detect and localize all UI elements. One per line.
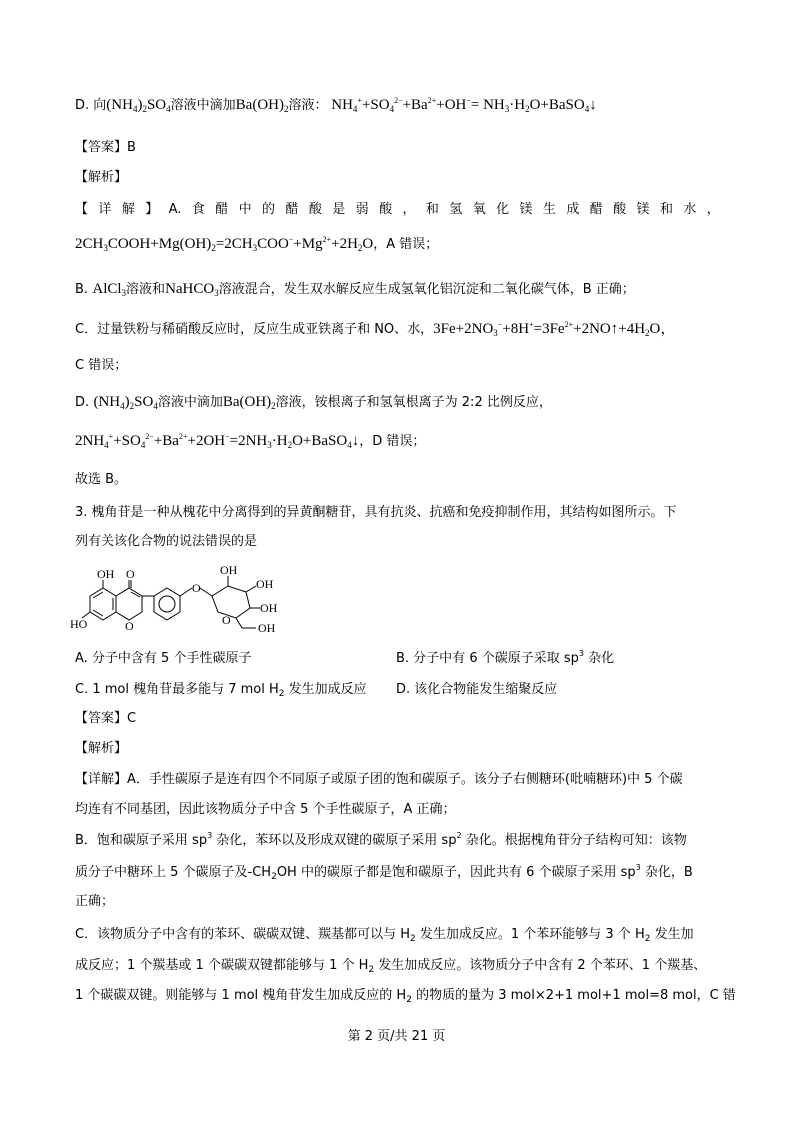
q2-detail-d: D. $(NH_4)_2SO_4$溶液中滴加$Ba(OH)_2$溶液，铵根离子和氢氧根离子为 2:2 比例反应， [75, 394, 552, 411]
q2-detail-b: B. AlCl$_3$溶液和NaHCO$_3$溶液混合，发生双水解反应生成氢氧化铝沉淀和二氧化碳气体，B 正确； [75, 281, 635, 298]
q3-structure-diagram [70, 566, 320, 644]
ho-label: HO [70, 617, 88, 631]
q3-detail-c-line2: 成反应；1 个羰基或 1 个碳碳双键都能够与 1 个 $H_2$ 发生加成反应。该物质分子中含有 2 个苯环、1 个羰基、 [75, 958, 707, 975]
q3-detail-b-line3: 正确； [75, 894, 115, 909]
q2-detail-a-line1: 【 详 解 】 A. 食 醋 中 的 醋 酸 是 弱 酸 ， 和 氢 氧 化 镁 生 成 醋 酸 镁 和 水 ， [75, 202, 720, 217]
q3-option-b: B. 分子中有 6 个碳原子采取 $sp^3$ 杂化 [396, 649, 615, 666]
carbonyl-o-label: O [126, 567, 135, 581]
q2-detail-c-wrap: C 错误； [75, 358, 128, 373]
q3-option-a: A. 分子中含有 5 个手性碳原子 [75, 651, 252, 666]
q2-detail-a-equation: $2CH_3COOH+Mg(OH)_2=2CH_3COO^-+Mg^{2+}+2H_2O$，A 错误； [75, 235, 439, 253]
q3-stem-line1: 3. 槐角苷是一种从槐花中分离得到的异黄酮糖苷，具有抗炎、抗癌和免疫抑制作用，其结构如图所示。下 [75, 505, 677, 520]
q3-stem-line2: 列有关该化合物的说法错误的是 [75, 534, 258, 549]
ether-o-label: O [192, 581, 201, 595]
q3-analysis-label: 【解析】 [75, 741, 128, 756]
q2-detail-c: C．过量铁粉与稀硝酸反应时，反应生成亚铁离子和 NO、水，$3Fe+2NO_3^-+8H^+=3Fe^{2+}+2NO↑+4H_2O$， [75, 320, 676, 338]
q3-detail-c-line1: C．该物质分子中含有的苯环、碳碳双键、羰基都可以与 $H_2$ 发生加成反应。1 个苯环能够与 3 个 $H_2$ 发生加 [75, 927, 694, 944]
q3-detail-a-line2: 均连有不同基团，因此该物质分子中含 5 个手性碳原子，A 正确； [75, 802, 456, 817]
page-footer: 第 2 页/共 21 页 [347, 1029, 446, 1044]
q3-detail-b-line1: B．饱和碳原子采用 $sp^3$ 杂化，苯环以及形成双键的碳原子采用 $sp^2$ 杂化。根据槐角苷分子结构可知：该物 [75, 831, 687, 848]
q3-detail-c-line3: 1 个碳碳双键。则能够与 1 mol 槐角苷发生加成反应的 $H_2$ 的物质的量为 3 mol×2+1 mol+1 mol=8 mol，C 错 [75, 988, 736, 1005]
q3-detail-b-line2: 质分子中糖环上 5 个碳原子及$-CH_2OH$ 中的碳原子都是饱和碳原子，因此共有 6 个碳原子采用 $sp^3$ 杂化，B [75, 863, 693, 882]
oh-label-sugar1: OH [220, 566, 238, 577]
oh-label-ch2oh: OH [258, 621, 276, 635]
sugar-ring-o-label: O [222, 613, 231, 627]
ring-o-label: O [125, 619, 134, 633]
q3-answer-label: 【答案】C [75, 711, 137, 726]
q2-conclusion: 故选 B。 [75, 472, 128, 487]
q2-detail-d-equation: $2NH_4^++SO_4^{2-}+Ba^{2+}+2OH^-=2NH_3\cdot H_2O+BaSO_4↓$，D 错误； [75, 432, 426, 450]
oh-label-top: OH [97, 567, 115, 581]
q2-option-d: D. 向$(NH_4)_2SO_4$溶液中滴加$Ba(OH)_2$溶液： $NH_4^++SO_4^{2-}+Ba^{2+}+OH^-=$ $NH_3\cdot H_2O+BaSO_4↓$ [75, 96, 597, 114]
q3-option-d: D. 该化合物能发生缩聚反应 [396, 682, 558, 697]
q2-answer-label: 【答案】B [75, 140, 136, 155]
oh-label-sugar3: OH [260, 601, 278, 615]
q3-option-c: C. 1 mol 槐角苷最多能与 7 mol $H_2$ 发生加成反应 [75, 682, 367, 699]
oh-label-sugar2: OH [256, 577, 274, 591]
q3-detail-a-line1: 【详解】A．手性碳原子是连有四个不同原子或原子团的饱和碳原子。该分子右侧糖环(吡喃糖环)中 5 个碳 [75, 772, 683, 787]
q2-analysis-label: 【解析】 [75, 170, 128, 185]
